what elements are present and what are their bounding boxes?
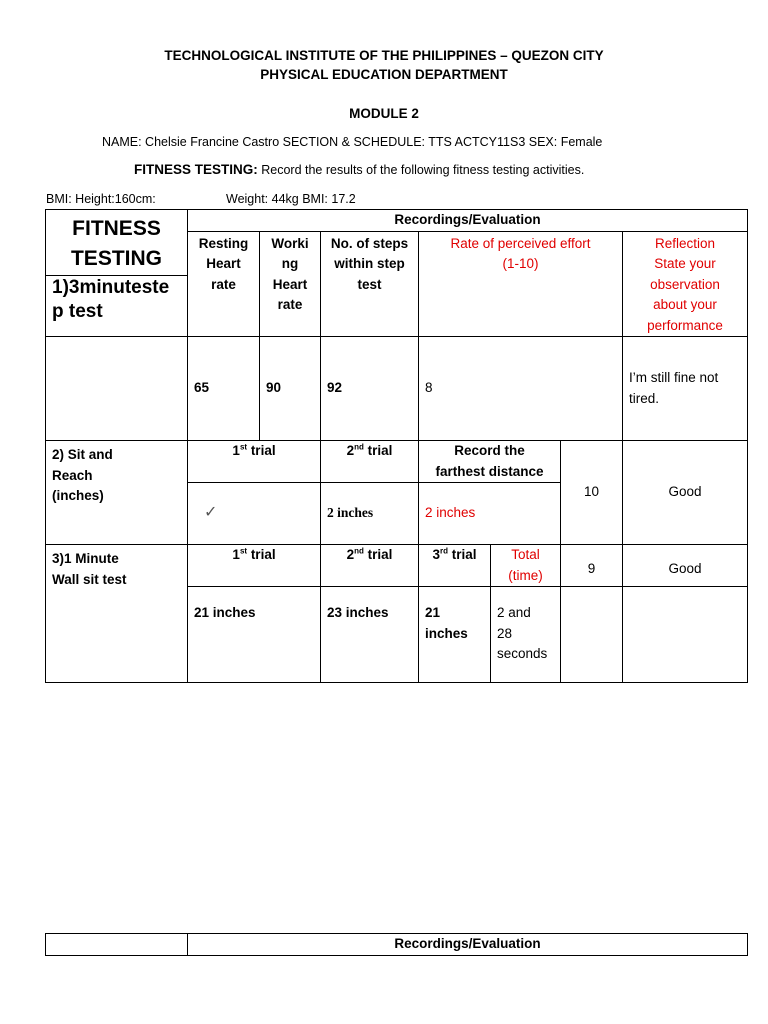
sr-farthest-header — [419, 441, 561, 483]
test2-l1: 2) Sit and — [52, 447, 113, 462]
ws-t2-sup: nd — [354, 546, 364, 556]
ws-rpe: 9 — [561, 545, 623, 587]
test1-label — [52, 276, 169, 324]
instructions — [134, 162, 584, 177]
title-line1: FITNESS — [72, 217, 161, 240]
student-info: NAME: Chelsie Francine Castro SECTION & SCHEDULE: TTS ACTCY11S3 SEX: Female — [102, 135, 603, 149]
bmi-weight: Weight: 44kg BMI: 17.2 — [226, 192, 356, 206]
sr-farthest-value: 2 inches — [419, 483, 561, 545]
col-resting-l1: Resting — [198, 235, 249, 251]
col-working-l2: ng — [281, 256, 299, 271]
ws-trial1-value: 21 inches — [188, 587, 321, 683]
test1-name — [46, 337, 188, 441]
sr-far-l2: farthest distance — [435, 463, 544, 479]
sr-t2-word: trial — [363, 443, 393, 458]
ws-rpe-empty — [561, 587, 623, 683]
instructions-text: Record the results of the following fitness testing activities. — [257, 163, 585, 177]
sr-t2-sup: nd — [354, 442, 364, 452]
sr-trial2-header — [321, 441, 419, 483]
col-reflection — [623, 231, 748, 337]
test3-l1: 3)1 Minute — [52, 551, 119, 566]
col-rpe — [419, 231, 623, 337]
ws-totv-l3: seconds — [497, 646, 548, 661]
col-rpe-l1: Rate of perceived effort — [450, 235, 591, 251]
sr-t1-num: 1 — [232, 443, 240, 458]
instructions-label: FITNESS TESTING: — [134, 162, 258, 177]
reflection-value: I’m still fine not tired. — [623, 337, 748, 441]
sr-trial1-value — [188, 483, 321, 545]
ws-t1-num: 1 — [232, 547, 240, 562]
ws-reflection: Good — [623, 545, 748, 587]
col-refl-l4: about your — [653, 297, 717, 312]
col-refl-l1: Reflection — [654, 235, 716, 251]
bmi-height: BMI: Height:160cm: — [46, 192, 156, 206]
ws-trial2-header — [321, 545, 419, 587]
col-refl-l2: State your — [654, 256, 716, 271]
ws-t3v-l1: 21 — [425, 605, 441, 620]
sr-trial1-header — [188, 441, 321, 483]
sr-t1-word: trial — [247, 443, 276, 458]
ws-t3v-l2: inches — [425, 625, 468, 641]
sr-trial2-value: 2 inches — [321, 483, 419, 545]
institute-title: TECHNOLOGICAL INSTITUTE OF THE PHILIPPINES – QUEZON CITY — [164, 48, 604, 63]
test1-l1: 1)3minuteste — [52, 277, 170, 298]
steps-value: 92 — [321, 337, 419, 441]
col-working-heart-rate — [260, 231, 321, 337]
title-line2: TESTING — [70, 247, 162, 270]
recordings-header: Recordings/Evaluation — [188, 210, 748, 232]
sr-far-l1: Record the — [454, 443, 525, 458]
col-steps — [321, 231, 419, 337]
ws-total-header — [491, 545, 561, 587]
ws-trial1-header — [188, 545, 321, 587]
test2-name — [46, 441, 188, 545]
ws-totv-l2: 28 — [497, 625, 513, 641]
rpe-value: 8 — [419, 337, 623, 441]
ws-t3-sup: rd — [440, 546, 448, 556]
col-steps-l2: within step — [334, 256, 405, 271]
ws-trial3-value — [419, 587, 491, 683]
col-working-l3: Heart — [272, 276, 308, 292]
col-steps-l1: No. of steps — [330, 235, 409, 251]
module-title: MODULE 2 — [349, 106, 419, 121]
test1-l2: p test — [52, 301, 103, 322]
test3-l2: Wall sit test — [52, 571, 127, 587]
ws-trial2-value: 23 inches — [321, 587, 419, 683]
working-value: 90 — [260, 337, 321, 441]
ws-t2-word: trial — [363, 547, 393, 562]
ws-t3-num: 3 — [432, 547, 440, 562]
col-resting-l3: rate — [211, 276, 236, 292]
resting-value: 65 — [188, 337, 260, 441]
sr-reflection: Good — [623, 441, 748, 545]
col-steps-l3: test — [357, 276, 382, 292]
col-working-l1: Worki — [271, 235, 309, 251]
ws-reflection-empty — [623, 587, 748, 683]
title-divider — [46, 275, 187, 276]
department-title: PHYSICAL EDUCATION DEPARTMENT — [260, 67, 508, 82]
col-refl-l3: observation — [650, 276, 720, 292]
ws-trial3-header — [419, 545, 491, 587]
col-resting-l2: Heart — [206, 256, 241, 271]
sr-t1-sup: st — [239, 442, 248, 452]
col-working-l4: rate — [277, 297, 303, 312]
table2-recordings-header: Recordings/Evaluation — [188, 934, 748, 956]
ws-t1-sup: st — [239, 546, 248, 556]
ws-total-l1: Total — [511, 547, 540, 562]
ws-t1-word: trial — [247, 547, 276, 562]
col-refl-l5: performance — [647, 317, 723, 333]
col-rpe-l2: (1-10) — [502, 256, 539, 271]
fitness-table-2 — [45, 933, 748, 956]
test3-name — [46, 545, 188, 683]
check-icon: ✓ — [204, 504, 218, 522]
sr-rpe: 10 — [561, 441, 623, 545]
ws-total-l2: (time) — [508, 567, 543, 583]
ws-total-value — [491, 587, 561, 683]
ws-totv-l1: 2 and — [497, 605, 531, 620]
sr-t2-num: 2 — [346, 443, 355, 458]
table2-empty — [46, 934, 188, 956]
col-resting-heart-rate — [188, 231, 260, 337]
ws-t3-word: trial — [448, 547, 477, 562]
test2-l2: Reach — [52, 467, 93, 483]
test2-l3: (inches) — [52, 488, 104, 503]
ws-t2-num: 2 — [346, 547, 355, 562]
